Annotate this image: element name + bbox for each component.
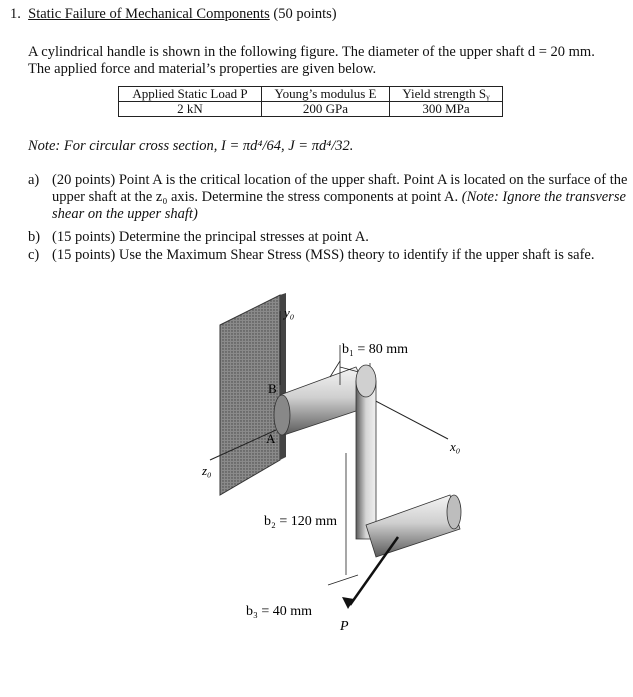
b3-dimension-line [328, 575, 358, 585]
y-axis-label: y₀ [284, 305, 295, 320]
vertical-arm [356, 365, 376, 539]
x-axis-label: x₀ [450, 439, 461, 454]
problem-intro: A cylindrical handle is shown in the following figure. The diameter of the upper shaft d = 20 mm. The applied force and material’s properties are given below. [28, 44, 595, 77]
point-b-label: B [268, 381, 277, 396]
table-header-row [119, 87, 503, 102]
force-label: P [340, 619, 349, 634]
properties-table [118, 86, 503, 117]
part-a-label: a) [28, 172, 40, 188]
header-youngs: Young’s modulus E [262, 87, 390, 102]
question-title: Static Failure of Mechanical Components [28, 6, 270, 22]
part-b-text: (15 points) Determine the principal stresses at point A. [52, 229, 369, 245]
header-load: Applied Static Load P [119, 87, 262, 102]
question-points: (50 points) [273, 6, 337, 22]
value-load: 2 kN [119, 102, 262, 117]
b3-label: b₃ = 40 mm [246, 604, 313, 619]
part-a-note: (Note: Ignore the transverse shear on the upper shaft) [52, 189, 626, 222]
lower-handle [366, 495, 461, 557]
value-youngs: 200 GPa [262, 102, 390, 117]
part-b-label: b) [28, 229, 41, 245]
x-axis-line [368, 397, 448, 439]
b1-label: b₁ = 80 mm [342, 342, 409, 357]
b2-label: b₂ = 120 mm [264, 514, 338, 529]
table-value-row [119, 102, 503, 117]
value-yield: 300 MPa [390, 102, 503, 117]
part-c-label: c) [28, 247, 40, 263]
header-yield: Yield strength Sᵧ [390, 87, 503, 102]
part-c [28, 247, 633, 264]
part-a [28, 172, 633, 223]
question-heading [10, 6, 337, 23]
question-number: 1. [10, 6, 21, 22]
z-axis-label: z₀ [202, 463, 212, 478]
part-c-text: (15 points) Use the Maximum Shear Stress (MSS) theory to identify if the upper shaft is safe. [52, 247, 595, 263]
formula-note: Note: For circular cross section, I = πd⁴/64, J = πd⁴/32. [28, 138, 354, 154]
part-b [28, 229, 633, 246]
point-a-label: A [266, 431, 276, 446]
part-a-text: (20 points) Point A is the critical location of the upper shaft. Point A is located on the surface of the upper shaft at the z₀ axis. Determine the stress components at point A. [52, 172, 628, 205]
handle-figure [180, 285, 480, 655]
